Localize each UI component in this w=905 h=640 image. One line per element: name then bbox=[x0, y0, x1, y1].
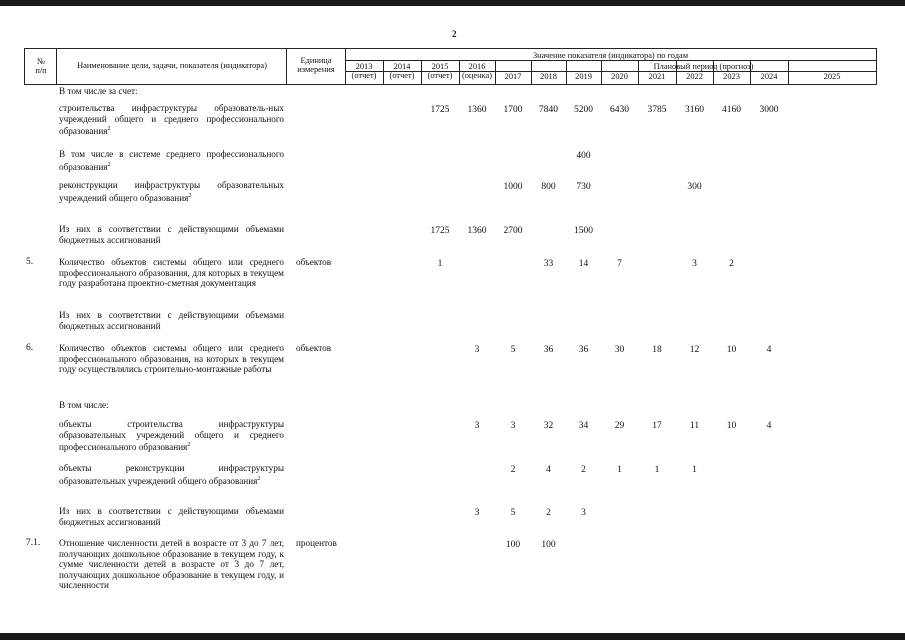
row-name bbox=[59, 538, 284, 591]
row-name bbox=[59, 224, 284, 245]
header-year-2013 bbox=[345, 62, 383, 80]
value-2021: 17 bbox=[652, 421, 662, 431]
header-year-2016 bbox=[459, 62, 495, 80]
row-name bbox=[59, 506, 284, 527]
value-2019: 5200 bbox=[574, 105, 593, 115]
header-year-label: 2021 bbox=[648, 72, 666, 81]
row-name-text: В том числе за счет: bbox=[59, 86, 138, 96]
row-name bbox=[59, 180, 284, 203]
value-2022: 1 bbox=[692, 465, 697, 475]
value-2022: 3 bbox=[692, 259, 697, 269]
value-2016: 3 bbox=[474, 345, 480, 355]
value-2020: 29 bbox=[614, 421, 625, 431]
row-name-text: строительства инфраструктуры образователь-ных учреждений общего и среднего профессионального образования bbox=[59, 103, 284, 137]
value-2017: 2700 bbox=[503, 226, 523, 236]
header-year-note: (отчет) bbox=[389, 71, 415, 80]
value-2019: 36 bbox=[578, 345, 589, 355]
header-unit: Единица измерения bbox=[297, 56, 335, 74]
header-year-note: (отчет) bbox=[351, 71, 377, 80]
header-year-label: 2016 bbox=[468, 62, 486, 71]
row-number: 5. bbox=[26, 257, 34, 267]
header-year-label: 2014 bbox=[393, 62, 411, 71]
header-year-label: 2020 bbox=[611, 72, 628, 81]
value-2023: 4160 bbox=[722, 105, 741, 115]
value-2019: 14 bbox=[578, 259, 589, 269]
header-year-label: 2024 bbox=[760, 72, 778, 81]
value-2021: 18 bbox=[652, 345, 662, 355]
value-2018: 4 bbox=[546, 465, 551, 475]
value-2017: 5 bbox=[510, 508, 516, 518]
value-2019: 2 bbox=[581, 465, 586, 475]
header-year-2014 bbox=[383, 62, 421, 80]
value-2019: 1500 bbox=[574, 226, 593, 236]
value-2019: 400 bbox=[576, 151, 591, 161]
row-name-text: Отношение численности детей в возрасте от 3 до 7 лет, получающих дошкольное образование в текущем году, к сумме численности детей в возрасте от 3 до 7 лет, получающих дошкольное образование в текущем году, и численности bbox=[59, 538, 284, 591]
value-2020: 6430 bbox=[610, 105, 629, 115]
row-name bbox=[59, 149, 284, 172]
header-year-label: 2019 bbox=[575, 72, 592, 81]
row-unit: объектов bbox=[296, 343, 332, 353]
footnote-marker: 2 bbox=[188, 192, 192, 199]
value-2017: 2 bbox=[510, 465, 516, 475]
value-2017: 3 bbox=[510, 421, 516, 431]
value-2021: 1 bbox=[654, 465, 660, 475]
row-name-text: Количество объектов системы общего или среднего профессионального образования, на которых в текущем году осуществлялись строительно-монтажные работы bbox=[59, 343, 284, 375]
row-name bbox=[59, 86, 284, 97]
value-2020: 7 bbox=[617, 259, 622, 269]
header-planned-period: Плановый период (прогноз) bbox=[653, 62, 754, 71]
value-2020: 1 bbox=[617, 465, 622, 475]
header-year-2018 bbox=[531, 72, 566, 81]
value-2018: 100 bbox=[541, 540, 556, 550]
footnote-marker: 2 bbox=[187, 442, 191, 449]
value-2024: 3000 bbox=[759, 105, 779, 115]
value-2017: 5 bbox=[510, 345, 516, 355]
value-2023: 10 bbox=[726, 345, 737, 355]
page-number: 2 bbox=[452, 29, 457, 39]
row-name-text: Количество объектов системы общего или среднего профессионального образования, для которых в текущем году разработана проектно-сметная документация bbox=[59, 257, 284, 289]
row-unit: объектов bbox=[296, 257, 332, 267]
value-2015: 1 bbox=[437, 259, 443, 269]
header-year-label: 2013 bbox=[355, 62, 373, 71]
value-2015: 1725 bbox=[430, 105, 450, 115]
header-year-2025 bbox=[788, 72, 876, 81]
header-year-label: 2015 bbox=[431, 62, 449, 71]
value-2022: 3160 bbox=[685, 105, 704, 115]
header-year-2024 bbox=[750, 72, 788, 81]
value-2015: 1725 bbox=[430, 226, 450, 236]
header-year-note: (оценка) bbox=[461, 71, 493, 80]
value-2023: 2 bbox=[729, 259, 734, 269]
row-name-text: Из них в соответствии с действующими объемами бюджетных ассигнований bbox=[59, 506, 284, 527]
row-name bbox=[59, 463, 284, 486]
header-year-2022 bbox=[676, 72, 713, 81]
header-year-2020 bbox=[601, 72, 638, 81]
value-2018: 2 bbox=[546, 508, 551, 518]
row-name bbox=[59, 310, 284, 331]
scan-bottom-border bbox=[0, 633, 905, 640]
row-name-text: Из них в соответствии с действующими объемами бюджетных ассигнований bbox=[59, 310, 284, 331]
row-name-text: объекты строительства инфраструктуры образовательных учреждений общего и среднего профессионального образования bbox=[59, 419, 284, 453]
header-year-2019 bbox=[566, 72, 601, 81]
value-2016: 1360 bbox=[467, 226, 487, 236]
value-2016: 3 bbox=[474, 421, 480, 431]
header-year-label: 2017 bbox=[504, 72, 522, 81]
row-name-text: реконструкции инфраструктуры образовательных учреждений общего образования bbox=[59, 180, 284, 203]
value-2017: 100 bbox=[505, 540, 521, 550]
value-2016: 3 bbox=[474, 508, 480, 518]
header-year-label: 2018 bbox=[540, 72, 557, 81]
row-name-text: В том числе в системе среднего профессионального образования bbox=[59, 149, 284, 172]
value-2022: 12 bbox=[689, 345, 700, 355]
value-2018: 32 bbox=[543, 421, 554, 431]
header-year-2023 bbox=[713, 72, 750, 81]
value-2018: 7840 bbox=[539, 105, 558, 115]
value-2024: 4 bbox=[766, 345, 772, 355]
value-2019: 730 bbox=[576, 182, 591, 192]
value-2021: 3785 bbox=[647, 105, 667, 115]
value-2018: 33 bbox=[543, 259, 554, 269]
footnote-marker: 2 bbox=[107, 126, 111, 133]
value-2017: 1000 bbox=[503, 182, 523, 192]
value-2023: 10 bbox=[726, 421, 737, 431]
footnote-marker: 2 bbox=[257, 475, 261, 482]
row-name-text: объекты реконструкции инфраструктуры образовательных учреждений общего образования bbox=[59, 463, 284, 486]
row-number: 6. bbox=[26, 343, 34, 353]
header-year-2017 bbox=[495, 72, 531, 81]
value-2022: 300 bbox=[687, 182, 702, 192]
value-2016: 1360 bbox=[467, 105, 487, 115]
header-year-2015 bbox=[421, 62, 459, 80]
header-values-by-year: Значение показателя (индикатора) по годам bbox=[532, 51, 689, 60]
row-name bbox=[59, 400, 284, 411]
value-2019: 34 bbox=[578, 421, 589, 431]
header-year-2021 bbox=[638, 72, 676, 81]
value-2018: 800 bbox=[541, 182, 556, 192]
header-year-label: 2022 bbox=[686, 72, 703, 81]
row-unit: процентов bbox=[296, 538, 337, 548]
value-2022: 11 bbox=[689, 421, 700, 431]
header-name: Наименование цели, задачи, показателя (индикатора) bbox=[77, 61, 267, 70]
header-number: № п/п bbox=[35, 57, 47, 75]
header-year-label: 2023 bbox=[723, 72, 740, 81]
header-year-label: 2025 bbox=[823, 72, 841, 81]
scan-top-border bbox=[0, 0, 905, 6]
row-name bbox=[59, 103, 284, 137]
row-name-text: В том числе: bbox=[59, 400, 109, 410]
header-year-note: (отчет) bbox=[427, 71, 453, 80]
row-name-text: Из них в соответствии с действующими объемами бюджетных ассигнований bbox=[59, 224, 284, 245]
value-2020: 30 bbox=[614, 345, 625, 355]
row-number: 7.1. bbox=[26, 538, 41, 548]
row-name bbox=[59, 257, 284, 289]
footnote-marker: 2 bbox=[107, 161, 111, 168]
row-name bbox=[59, 419, 284, 453]
value-2024: 4 bbox=[766, 421, 772, 431]
value-2019: 3 bbox=[581, 508, 586, 518]
row-name bbox=[59, 343, 284, 375]
value-2018: 36 bbox=[543, 345, 554, 355]
value-2017: 1700 bbox=[503, 105, 523, 115]
